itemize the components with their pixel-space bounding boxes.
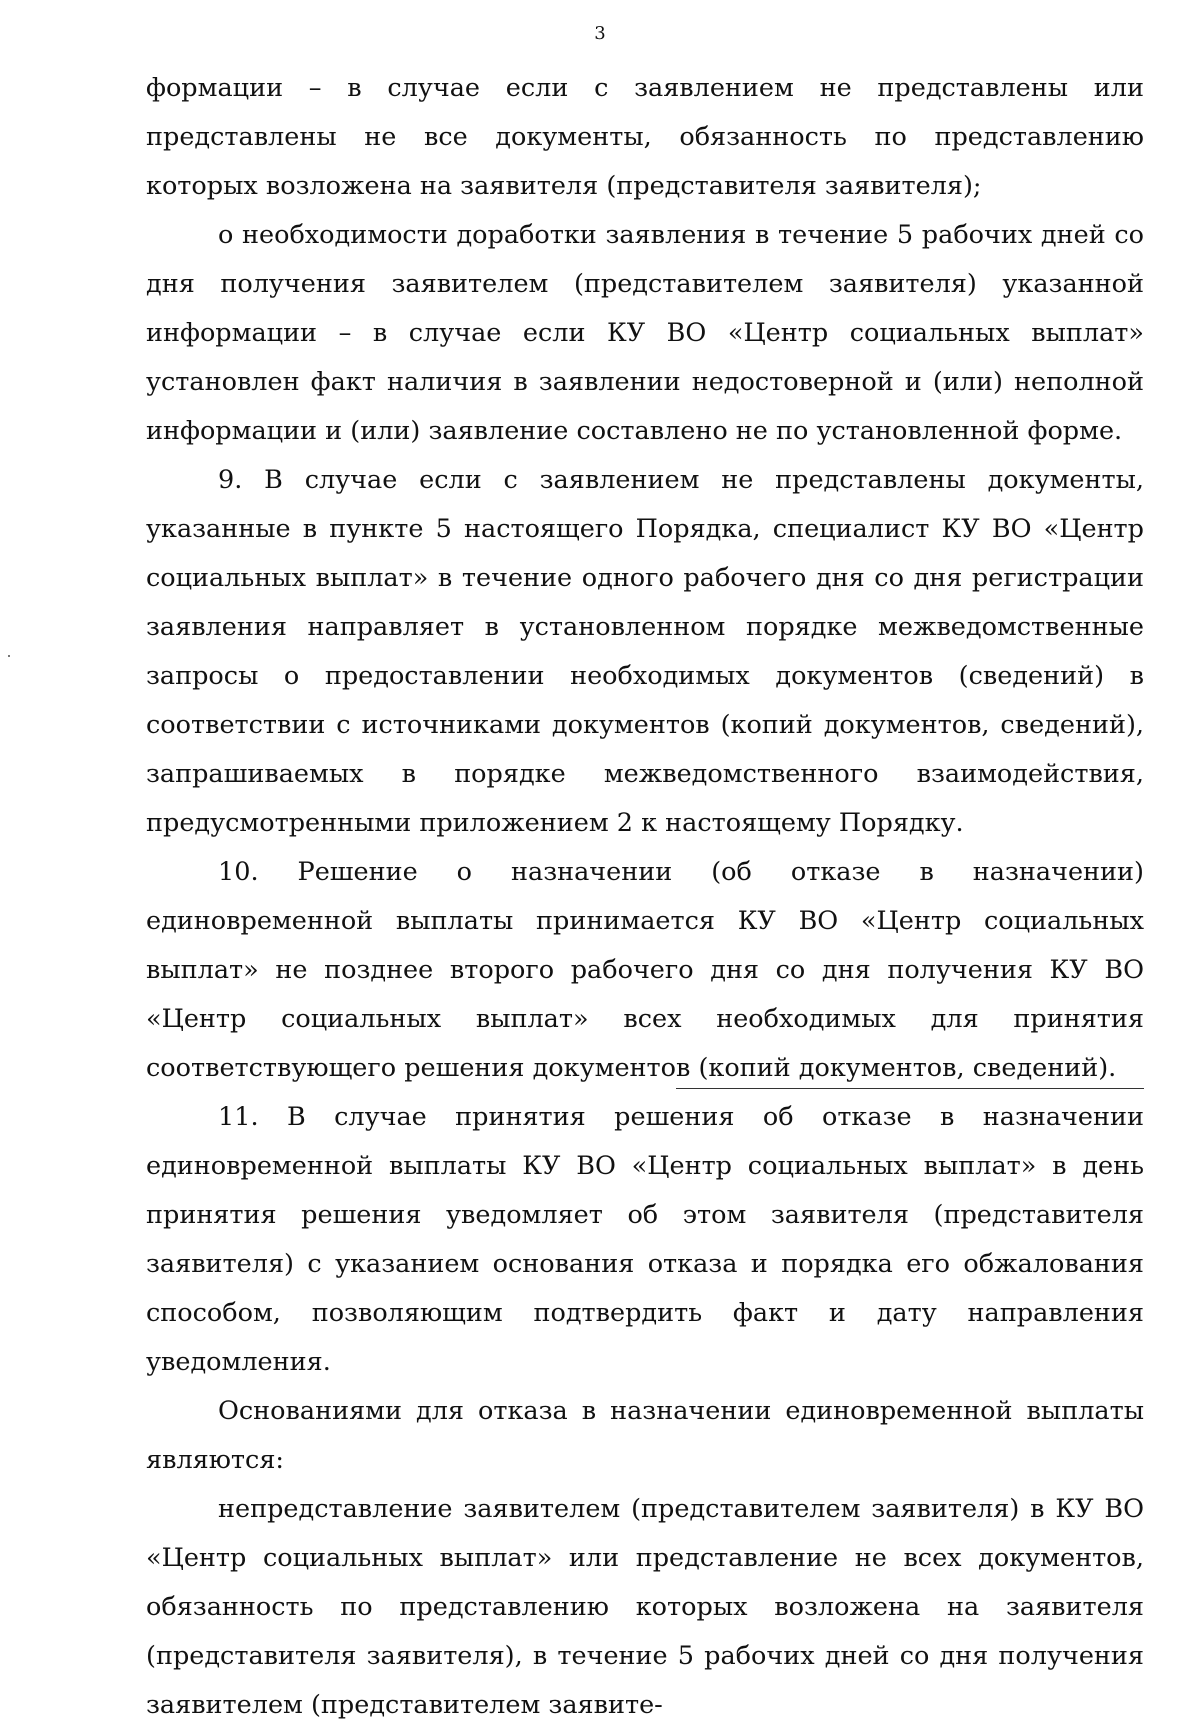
scan-speck [8,655,10,657]
paragraph-item-9: 9. В случае если с заявлением не представлены документы, указанные в пункте 5 настоящего Порядка, специалист КУ ВО «Центр социальных выплат» в течение одного рабочего дня со дня регистрации заявления направляет в установленном порядке межведомственные запросы о предоставлении необходимых документов (сведений) в соответствии с источниками документов (копий документов, сведений), запрашиваемых в порядке межведомственного взаимодействия, предусмотренными приложением 2 к настоящему Порядку. [146,465,1144,838]
paragraph-refusal-grounds-heading: Основаниями для отказа в назначении единовременной выплаты являются: [146,1396,1144,1475]
paragraph-item-11: 11. В случае принятия решения об отказе в назначении единовременной выплаты КУ ВО «Центр социальных выплат» в день принятия решения уведомляет об этом заявителя (представителя заявителя) с указанием основания отказа и порядка его обжалования способом, позволяющим подтвердить факт и дату направления уведомления. [146,1102,1144,1377]
paragraph-continuation: формации – в случае если с заявлением не представлены или представлены не все документы, обязанность по представлению которых возложена на заявителя (представителя заявителя); [146,73,1144,201]
document-body [146,64,1144,1730]
page-number: 3 [594,23,606,44]
paragraph-refusal-ground-1: непредставление заявителем (представителем заявителя) в КУ ВО «Центр социальных выплат» или представление не всех документов, обязанность по представлению которых возложена на заявителя (представителя заявителя), в течение 5 рабочих дней со дня получения заявителем (представителем заявите- [146,1494,1144,1720]
paragraph-item-10: 10. Решение о назначении (об отказе в назначении) единовременной выплаты принимается КУ ВО «Центр социальных выплат» не позднее второго рабочего дня со дня получения КУ ВО «Центр социальных выплат» всех необходимых для принятия соответствующего решения документов (копий документов, сведений). [146,857,1144,1083]
paragraph-revision-notice: о необходимости доработки заявления в течение 5 рабочих дней со дня получения заявителем (представителем заявителя) указанной информации – в случае если КУ ВО «Центр социальных выплат» установлен факт наличия в заявлении недостоверной и (или) неполной информации и (или) заявление составлено не по установленной форме. [146,220,1144,446]
